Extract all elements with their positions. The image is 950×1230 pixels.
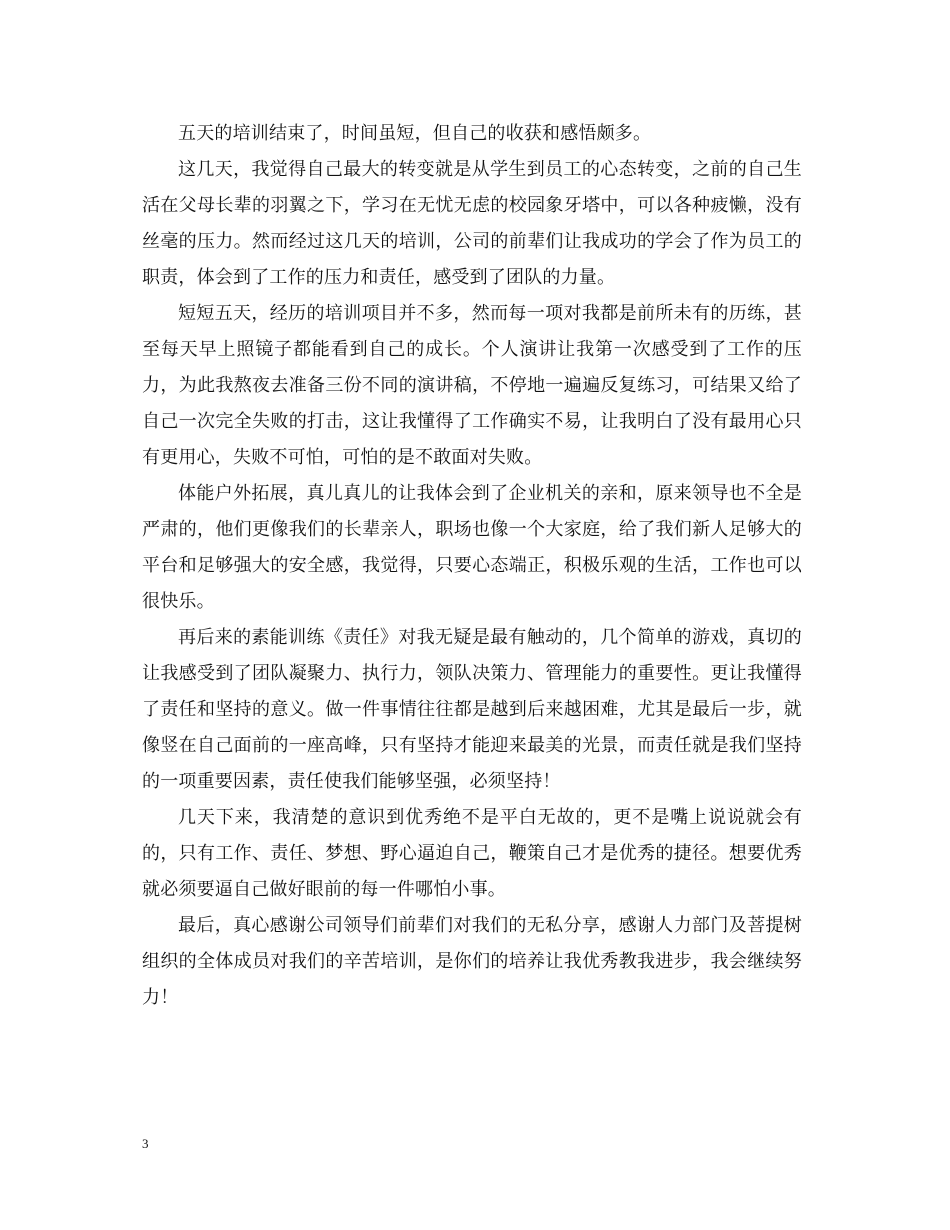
paragraph-2: 这几天，我觉得自己最大的转变就是从学生到员工的心态转变，之前的自己生活在父母长辈的羽翼之下，学习在无忧无虑的校园象牙塔中，可以各种疲懒，没有丝毫的压力。然而经过这几天的培训，公司的前辈们让我成功的学会了作为员工的职责，体会到了工作的压力和责任，感受到了团队的力量。 [142,159,802,288]
page-number: 3 [142,1136,149,1151]
paragraph-7: 最后，真心感谢公司领导们前辈们对我们的无私分享，感谢人力部门及菩提树组织的全体成员对我们的辛苦培训，是你们的培养让我优秀教我进步，我会继续努力！ [142,915,802,1008]
paragraph-3: 短短五天，经历的培训项目并不多，然而每一项对我都是前所未有的历练，甚至每天早上照镜子都能看到自己的成长。个人演讲让我第一次感受到了工作的压力，为此我熬夜去准备三份不同的演讲稿，不停地一遍遍反复练习，可结果又给了自己一次完全失败的打击，这让我懂得了工作确实不易，让我明白了没有最用心只有更用心，失败不可怕，可怕的是不敢面对失败。 [142,303,802,468]
paragraph-6: 几天下来，我清楚的意识到优秀绝不是平白无故的，更不是嘴上说说就会有的，只有工作、责任、梦想、野心逼迫自己，鞭策自己才是优秀的捷径。想要优秀就必须要逼自己做好眼前的每一件哪怕小事。 [142,807,802,900]
paragraph-5: 再后来的素能训练《责任》对我无疑是最有触动的，几个简单的游戏，真切的让我感受到了团队凝聚力、执行力，领队决策力、管理能力的重要性。更让我懂得了责任和坚持的意义。做一件事情往往都是越到后来越困难，尤其是最后一步，就像竖在自己面前的一座高峰，只有坚持才能迎来最美的光景，而责任就是我们坚持的一项重要因素，责任使我们能够坚强，必须坚持！ [142,627,802,792]
paragraph-1: 五天的培训结束了，时间虽短，但自己的收获和感悟颇多。 [178,123,652,144]
paragraph-4: 体能户外拓展，真儿真儿的让我体会到了企业机关的亲和，原来领导也不全是严肃的，他们更像我们的长辈亲人，职场也像一个大家庭，给了我们新人足够大的平台和足够强大的安全感，我觉得，只要心态端正，积极乐观的生活，工作也可以很快乐。 [142,483,802,612]
document-body [142,116,802,1016]
